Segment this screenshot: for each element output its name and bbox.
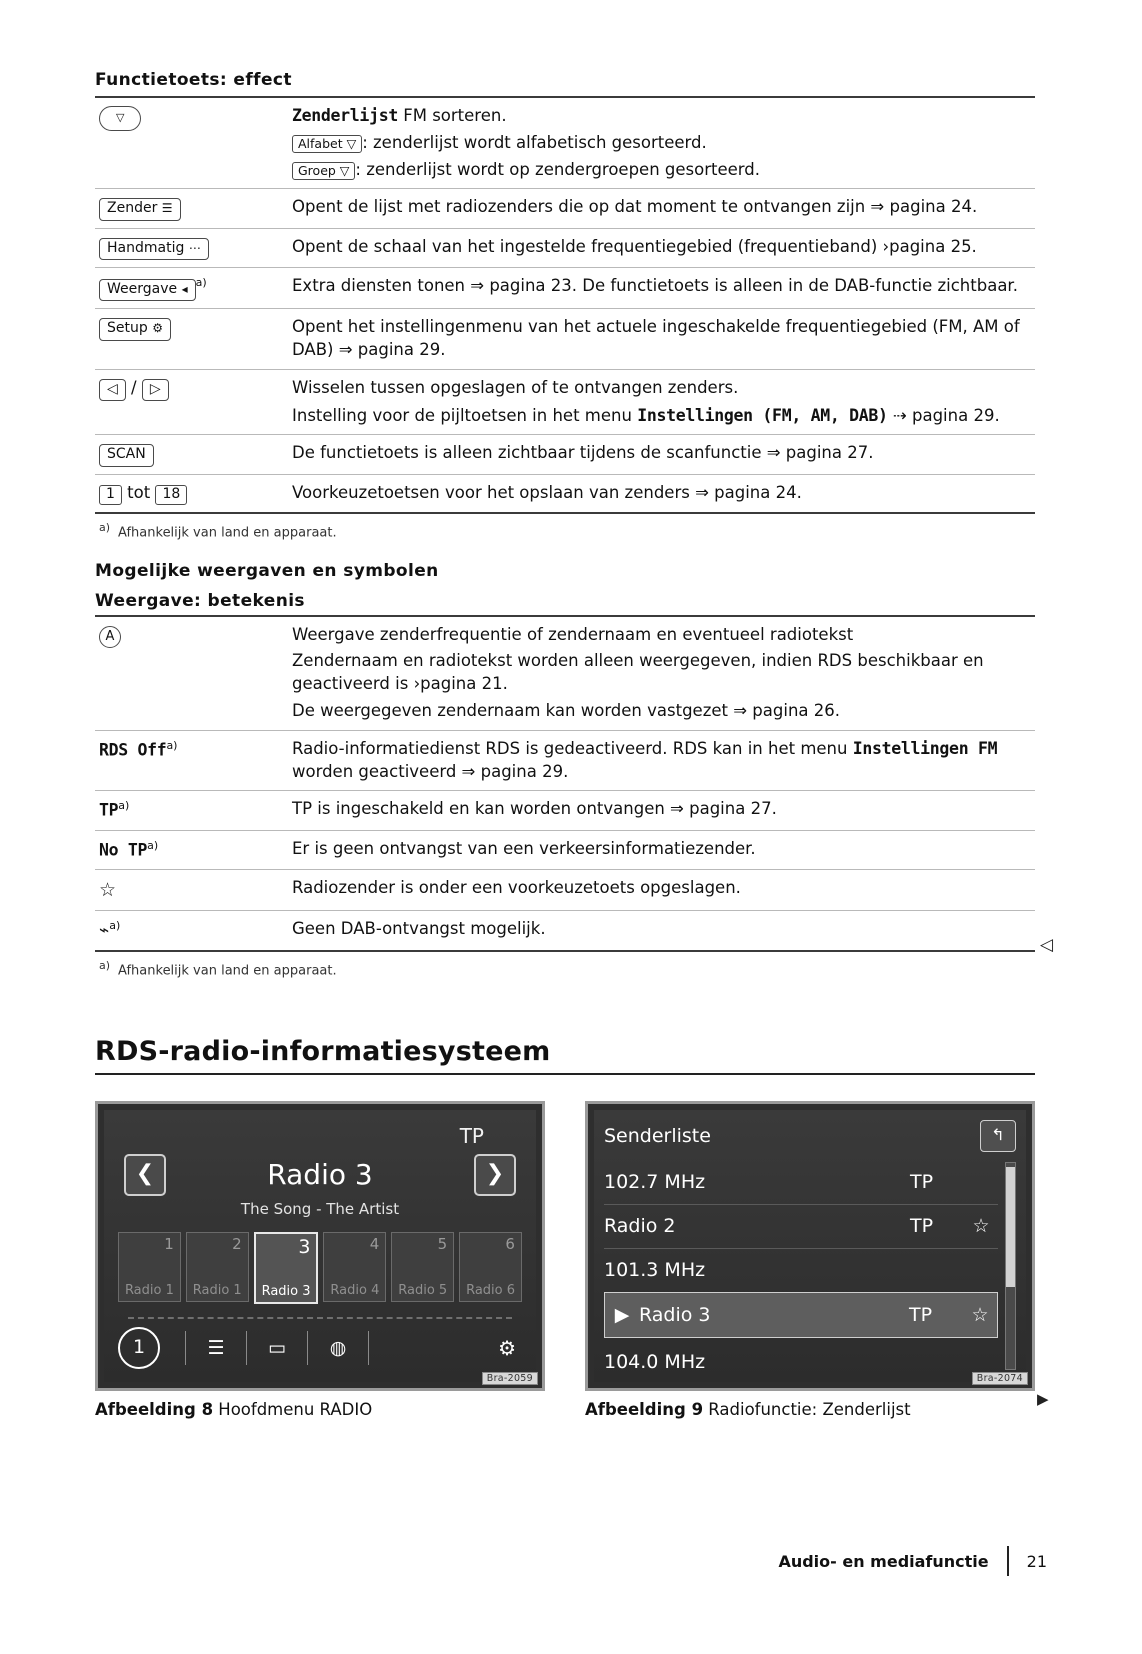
alfabet-chip[interactable]: Alfabet ▽ [292, 135, 362, 154]
screen-inner [594, 1110, 1026, 1382]
preset-number: 4 [369, 1235, 380, 1254]
star-icon: ☆ [971, 1304, 989, 1327]
footnote-section2 [99, 959, 1035, 978]
station-row-2[interactable] [604, 1204, 998, 1249]
desc-pre: Radio-informatiedienst RDS is gedeactiveerd. RDS kan in het menu [292, 738, 853, 758]
groep-chip[interactable]: Groep ▽ [292, 162, 355, 181]
desc-line-1: Weergave zenderfrequentie of zendernaam en eventueel radiotekst [292, 624, 854, 644]
table-row [95, 189, 1035, 229]
scan-button[interactable]: SCAN [99, 444, 154, 467]
table-row [95, 268, 1035, 309]
desc-line-2: Zendernaam en radiotekst worden alleen weergegeven, indien RDS beschikbaar en geactiveerd is ›pagina 21. [292, 651, 984, 694]
desc-cell: Extra diensten tonen ⇒ pagina 23. De functietoets is alleen in de DAB-functie zichtbaar. [288, 268, 1035, 309]
down-arrow-button[interactable]: ▽ [99, 106, 141, 131]
figures-row [95, 1101, 1035, 1419]
preset-number: 5 [437, 1235, 448, 1254]
preset-18-button[interactable]: 18 [155, 485, 187, 506]
desc-post: worden geactiveerd ⇒ pagina 29. [292, 761, 569, 781]
preset-label: Radio 5 [398, 1283, 448, 1299]
previous-station-button[interactable]: ❮ [124, 1154, 166, 1196]
desc-cell: Geen DAB-ontvangst mogelijk. [288, 911, 1035, 951]
station-list-header [604, 1118, 1016, 1154]
handmatig-button[interactable] [99, 238, 209, 261]
desc-cell: Voorkeuzetoetsen voor het opslaan van zenders ⇒ pagina 24. [288, 474, 1035, 513]
section-heading-functietoets: Functietoets: effect [95, 70, 292, 90]
divider [185, 1331, 186, 1365]
station-name: Radio 3 [267, 1158, 373, 1192]
tp-badge: TP [910, 1171, 934, 1194]
tp-symbol: TP [99, 800, 119, 820]
key-cell-star [95, 869, 288, 910]
play-icon: ▶ [614, 1304, 630, 1327]
list-icon: ☰ [161, 201, 173, 216]
figure-8-caption [95, 1400, 545, 1419]
tp-badge: TP [909, 1304, 933, 1327]
station-row-5[interactable] [604, 1340, 998, 1384]
station-name: 104.0 MHz [604, 1351, 706, 1374]
extra-icon: ◂ [181, 281, 188, 296]
star-icon: ☆ [972, 1215, 990, 1238]
setup-gear-icon[interactable]: ⚙ [498, 1336, 516, 1361]
station-name: Radio 2 [604, 1215, 676, 1238]
table-row [95, 911, 1035, 951]
divider [128, 1317, 512, 1319]
next-station-button[interactable]: ❯ [474, 1154, 516, 1196]
footer-divider [1007, 1546, 1009, 1576]
handmatig-button-label: Handmatig [107, 239, 185, 256]
key-cell-presets: 1 tot 18 [95, 474, 288, 513]
caption-bold: Afbeelding 9 [585, 1400, 704, 1420]
weergave-button-label: Weergave [107, 280, 178, 297]
key-cell-scan [95, 435, 288, 475]
zenderlijst-mono: Zenderlijst [292, 106, 398, 125]
setup-button-label: Setup [107, 320, 148, 337]
footnote-text: Afhankelijk van land en apparaat. [118, 963, 337, 979]
key-cell-no-tp [95, 830, 288, 869]
preset-1-button[interactable]: 1 [99, 485, 122, 506]
zender-button[interactable] [99, 198, 181, 221]
scrollbar[interactable] [1005, 1162, 1016, 1370]
rds-section-title: RDS-radio-informatiesysteem [95, 1036, 1035, 1075]
key-cell-setup [95, 309, 288, 370]
subheading-weergave: Weergave: betekenis [95, 590, 305, 611]
divider [307, 1331, 308, 1365]
radio-band-icon[interactable]: ◍ [329, 1337, 347, 1360]
preset-button-4[interactable] [323, 1232, 386, 1302]
desc-cell: Radiozender is onder een voorkeuzetoets opgeslagen. [288, 869, 1035, 910]
desc-pre: Instelling voor de pijltoetsen in het menu [292, 405, 638, 425]
preset-number: 1 [164, 1235, 174, 1254]
page-footer [95, 1546, 1047, 1576]
manual-tuning-icon[interactable]: ▭ [268, 1337, 286, 1360]
desc-cell [288, 97, 1035, 189]
footnote-marker: a) [195, 276, 207, 290]
preset-buttons [118, 1232, 522, 1304]
screen-inner [104, 1110, 536, 1382]
image-watermark: Bra-2074 [972, 1372, 1028, 1385]
no-dab-icon: ⌁ [99, 920, 110, 941]
station-row-3[interactable] [604, 1248, 998, 1293]
section-heading-weergaven: Mogelijke weergaven en symbolen [95, 560, 439, 581]
rds-off-symbol: RDS Off [99, 740, 167, 760]
key-cell-tp [95, 791, 288, 830]
figure-9 [585, 1101, 1035, 1419]
zender-button-label: Zender [107, 200, 158, 217]
preset-button-3[interactable] [254, 1232, 319, 1304]
scale-icon: ⋯ [188, 240, 201, 255]
margin-mark-bottom: ▶ [1037, 1390, 1049, 1408]
table-row [95, 309, 1035, 370]
page-content [95, 70, 1035, 1419]
footer-title: Audio- en mediafunctie [778, 1551, 989, 1571]
weergave-table [95, 615, 1035, 952]
caption-text: Radiofunctie: Zenderlijst [708, 1400, 911, 1420]
preset-number: 2 [232, 1235, 242, 1254]
margin-mark-left: ◁ [1040, 935, 1054, 955]
desc-cell: TP is ingeschakeld en kan worden ontvangen ⇒ pagina 27. [288, 791, 1035, 830]
key-cell-zender [95, 189, 288, 229]
key-cell-weergave [95, 268, 288, 309]
caption-bold: Afbeelding 8 [95, 1400, 214, 1420]
arrow-left-button[interactable]: ◁ [99, 379, 126, 402]
station-row-1[interactable] [604, 1160, 998, 1205]
table-row [95, 435, 1035, 475]
desc-cell: Er is geen ontvangst van een verkeersinformatiezender. [288, 830, 1035, 869]
preset-label: Radio 6 [466, 1283, 516, 1299]
preset-button-5[interactable] [391, 1232, 454, 1302]
divider [368, 1331, 369, 1365]
table-row [95, 369, 1035, 435]
preset-label: Radio 3 [261, 1284, 311, 1300]
footnote-marker: a) [147, 838, 159, 852]
tp-indicator: TP [459, 1124, 484, 1149]
key-cell-down-arrow [95, 97, 288, 189]
station-row-4-selected[interactable] [604, 1292, 998, 1338]
divider [246, 1331, 247, 1365]
footnote-marker: a) [109, 919, 121, 933]
page-number: 21 [1026, 1551, 1047, 1571]
gear-icon: ⚙ [152, 321, 163, 336]
preset-label: Radio 4 [330, 1283, 380, 1299]
key-cell-circled-a [95, 616, 288, 731]
figure-8 [95, 1101, 545, 1419]
desc-cell [288, 730, 1035, 791]
desc-cell: Opent het instellingenmenu van het actuele ingeschakelde frequentiegebied (FM, AM of DAB) ⇒ pagina 29. [288, 309, 1035, 370]
key-cell-rds-off [95, 730, 288, 791]
preset-button-6[interactable] [459, 1232, 522, 1302]
table-row [95, 869, 1035, 910]
table-row [95, 791, 1035, 830]
star-symbol: ☆ [99, 878, 117, 901]
groep-rest: : zenderlijst wordt op zendergroepen gesorteerd. [355, 159, 760, 179]
caption-text: Hoofdmenu RADIO [218, 1400, 373, 1420]
preset-number: 6 [505, 1235, 515, 1254]
station-name: 101.3 MHz [604, 1259, 706, 1282]
footnote-marker: a) [99, 521, 111, 535]
footnote-section1 [99, 521, 1035, 540]
desc-cell: Opent de lijst met radiozenders die op dat moment te ontvangen zijn ⇒ pagina 24. [288, 189, 1035, 229]
footnote-marker: a) [99, 958, 111, 972]
image-watermark: Bra-2059 [482, 1372, 538, 1385]
desc-cell: De functietoets is alleen zichtbaar tijdens de scanfunctie ⇒ pagina 27. [288, 435, 1035, 475]
back-icon[interactable]: ↰ [980, 1120, 1016, 1152]
preset-button-2[interactable] [186, 1232, 249, 1302]
preset-label: Radio 1 [124, 1283, 174, 1299]
desc-line-3: De weergegeven zendernaam kan worden vastgezet ⇒ pagina 26. [292, 700, 840, 720]
functietoets-table [95, 96, 1035, 514]
table-row [95, 474, 1035, 513]
desc-cell [288, 369, 1035, 435]
source-button[interactable]: 1 [118, 1327, 160, 1369]
station-name: Radio 3 [639, 1304, 711, 1327]
zenderlijst-rest: FM sorteren. [397, 106, 507, 125]
preset-button-1[interactable] [118, 1232, 181, 1302]
circled-a-symbol: A [99, 626, 121, 648]
key-cell-no-dab [95, 911, 288, 951]
figure-9-caption [585, 1400, 1035, 1419]
arrow-right-button[interactable]: ▷ [142, 379, 169, 402]
station-list-icon[interactable]: ☰ [207, 1337, 225, 1360]
desc-line-1: Wisselen tussen opgeslagen of te ontvangen zenders. [292, 377, 739, 397]
desc-cell [288, 616, 1035, 731]
table-row [95, 97, 1035, 189]
footnote-text: Afhankelijk van land en apparaat. [118, 525, 337, 541]
instellingen-mono: Instellingen (FM, AM, DAB) [637, 405, 888, 425]
table-row [95, 228, 1035, 268]
table-row [95, 616, 1035, 731]
desc-cell: Opent de schaal van het ingestelde frequentiegebied (frequentieband) ›pagina 25. [288, 228, 1035, 268]
key-cell-handmatig [95, 228, 288, 268]
bottom-toolbar [118, 1324, 522, 1372]
preset-number: 3 [298, 1236, 311, 1259]
alfabet-rest: : zenderlijst wordt alfabetisch gesorteerd. [362, 132, 707, 152]
station-name: 102.7 MHz [604, 1171, 706, 1194]
desc-post: ⇢ pagina 29. [887, 405, 1000, 425]
station-list-title: Senderliste [604, 1125, 711, 1148]
station-list-screen[interactable] [585, 1101, 1035, 1391]
no-tp-symbol: No TP [99, 840, 148, 860]
setup-button[interactable] [99, 318, 171, 341]
scrollbar-thumb[interactable] [1006, 1167, 1015, 1287]
key-cell-arrows: ◁ / ▷ [95, 369, 288, 435]
tp-badge: TP [910, 1215, 934, 1238]
weergave-button[interactable] [99, 279, 196, 302]
radio-main-screen[interactable] [95, 1101, 545, 1391]
footnote-marker: a) [118, 799, 130, 813]
radio-text: The Song - The Artist [240, 1200, 400, 1219]
table-row [95, 830, 1035, 869]
instellingen-fm-mono: Instellingen FM [852, 738, 998, 758]
preset-label: Radio 1 [192, 1283, 242, 1299]
table-row [95, 730, 1035, 791]
footnote-marker: a) [166, 738, 178, 752]
